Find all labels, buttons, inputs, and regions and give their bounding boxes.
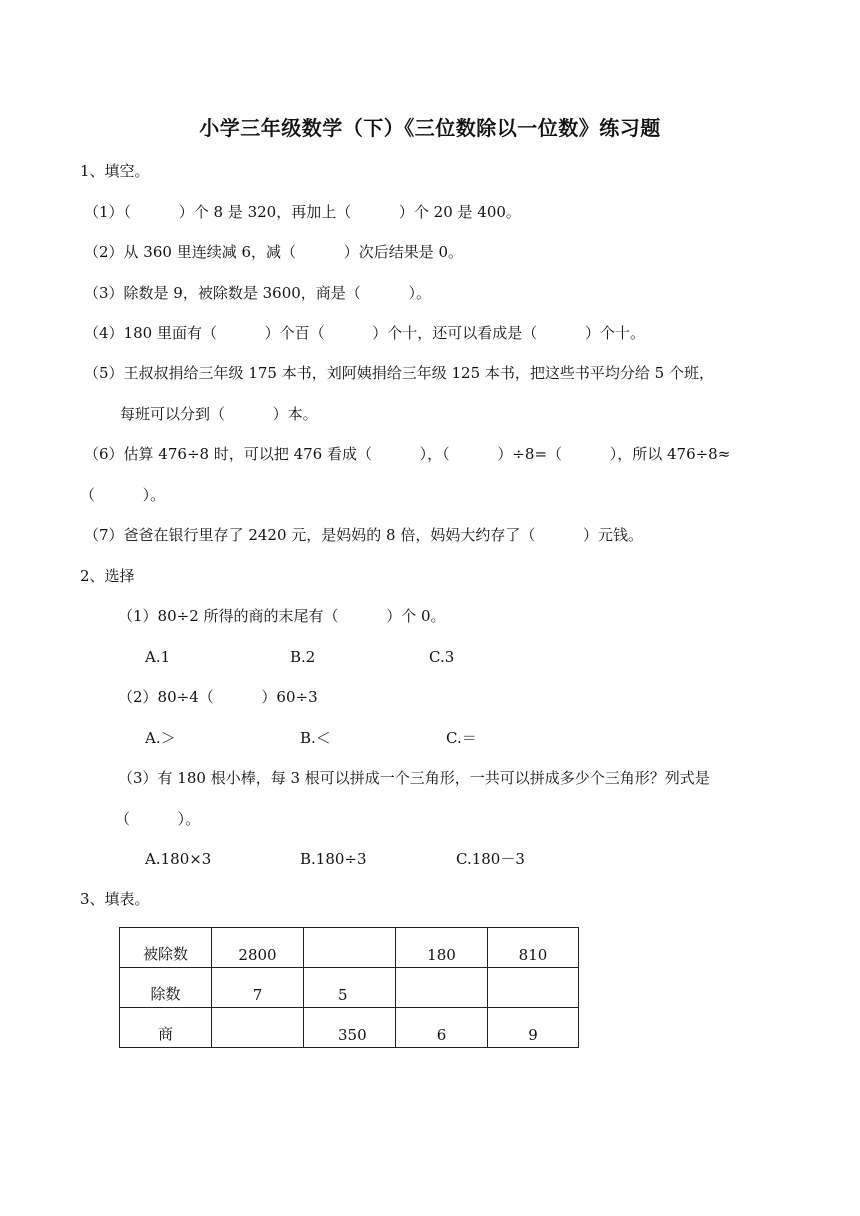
table-cell: 商 [120, 1008, 212, 1048]
table-cell [488, 968, 579, 1008]
table-cell: 350 [304, 1008, 396, 1048]
page-title: 小学三年级数学（下）《三位数除以一位数》练习题 [199, 116, 661, 140]
fill-question-6: （6）估算 476÷8 时，可以把 476 看成（ ），（ ）÷8=（ ），所以 476÷8≈ [84, 445, 731, 463]
section-heading-table: 3、填表。 [80, 890, 150, 908]
table-cell: 6 [396, 1008, 488, 1048]
fill-question-7: （7）爸爸在银行里存了 2420 元，是妈妈的 8 倍，妈妈大约存了（ ）元钱。 [84, 526, 644, 544]
table-cell [212, 1008, 304, 1048]
choice-1-option-a: A.1 [145, 648, 171, 666]
table-row [120, 968, 579, 1008]
fill-question-2: （2）从 360 里连续减 6，减（ ）次后结果是 0。 [84, 243, 464, 261]
fill-question-1: （1）（ ）个 8 是 320，再加上（ ）个 20 是 400。 [84, 203, 521, 221]
fill-question-4: （4）180 里面有（ ）个百（ ）个十，还可以看成是（ ）个十。 [84, 324, 645, 342]
choice-3-option-a: A.180×3 [145, 850, 212, 868]
table-cell: 2800 [212, 928, 304, 968]
fill-question-6-continued: （ ）。 [80, 486, 166, 504]
table-cell [304, 928, 396, 968]
choice-2-option-c: C.＝ [446, 729, 477, 747]
table-cell: 9 [488, 1008, 579, 1048]
fill-question-5-continued: 每班可以分到（ ）本。 [120, 405, 318, 423]
table-cell [396, 968, 488, 1008]
division-table [119, 927, 579, 1048]
table-row [120, 928, 579, 968]
choice-question-3-continued: （ ）。 [115, 810, 201, 828]
choice-1-option-b: B.2 [290, 648, 316, 666]
table-cell: 被除数 [120, 928, 212, 968]
choice-question-2: （2）80÷4（ ）60÷3 [118, 688, 318, 706]
choice-3-option-c: C.180－3 [456, 850, 525, 868]
choice-question-1: （1）80÷2 所得的商的末尾有（ ）个 0。 [118, 607, 446, 625]
table-cell: 7 [212, 968, 304, 1008]
choice-question-3: （3）有 180 根小棒，每 3 根可以拼成一个三角形，一共可以拼成多少个三角形？列式是 [118, 769, 710, 787]
table-cell: 180 [396, 928, 488, 968]
choice-2-option-a: A.＞ [145, 729, 176, 747]
choice-3-option-b: B.180÷3 [300, 850, 367, 868]
table-cell: 810 [488, 928, 579, 968]
fill-question-5: （5）王叔叔捐给三年级 175 本书，刘阿姨捐给三年级 125 本书，把这些书平均分给 5 个班， [84, 364, 714, 382]
fill-question-3: （3）除数是 9，被除数是 3600，商是（ ）。 [84, 284, 431, 302]
choice-2-option-b: B.＜ [300, 729, 331, 747]
choice-1-option-c: C.3 [429, 648, 455, 666]
table-row [120, 1008, 579, 1048]
section-heading-choice: 2、选择 [80, 567, 135, 585]
table-cell: 除数 [120, 968, 212, 1008]
section-heading-fill-blank: 1、填空。 [80, 162, 150, 180]
table-cell: 5 [304, 968, 396, 1008]
